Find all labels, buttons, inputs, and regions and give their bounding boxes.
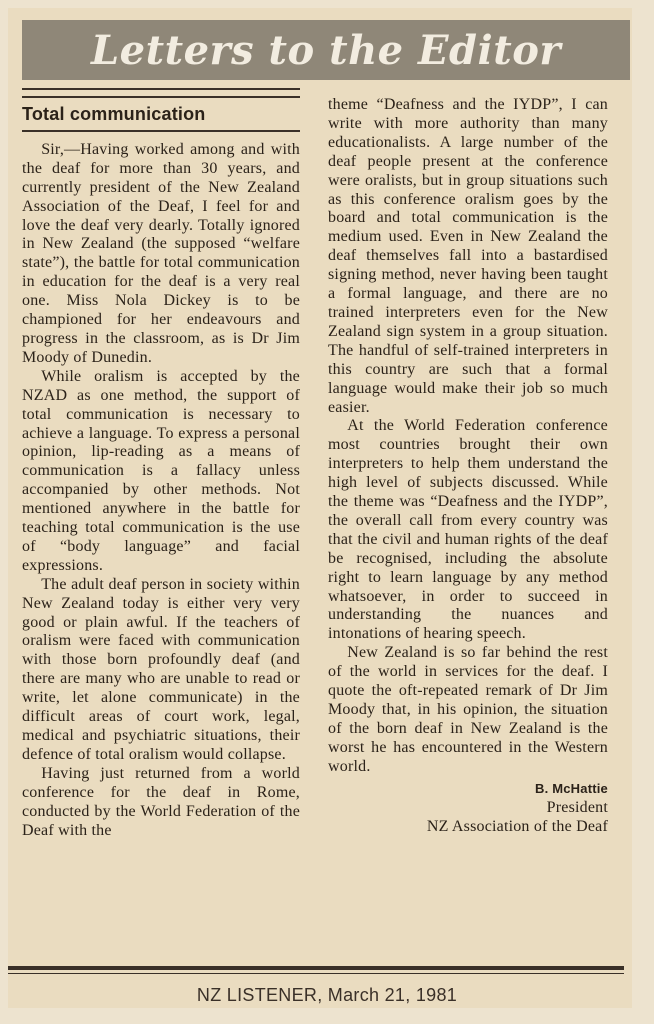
top-rule [22, 88, 300, 90]
letter-paragraph: New Zealand is so far behind the rest of the world in services for the deaf. I quote the oft-repeated remark of Dr Jim Moody that, in his opinion, the situation of the born deaf in New Zealand is the worst he has encountered in the Western world. [328, 644, 608, 775]
left-column [22, 96, 300, 840]
letter-paragraph: At the World Federation conference most countries brought their own interpreters to help them understand the high level of subjects discussed. While the theme was “Deafness and the IYDP”, the overall call from every country was that the civil and human rights of the deaf be recognised, including the absolute right to learn language by any method whatsoever, in order to succeed in understanding the nuances and intonations of hearing speech. [328, 417, 608, 643]
signature: B. McHattie [535, 780, 608, 796]
letter-paragraph: The adult deaf person in society within New Zealand today is either very very good or plain awful. If the teachers of oralism were faced with communication with those born profoundly deaf (and there are many who are unable to read or write, let alone communicate) in the difficult areas of court work, legal, medical and psychiatric situations, their defence of total oralism would collapse. [22, 575, 300, 763]
bottom-rule-thick [8, 966, 624, 970]
letter-paragraph: theme “Deafness and the IYDP”, I can write with more authority than many educationalists. A large number of the deaf people present at the conference were oralists, but in group situations such as this conference oralism goes by the board and total communication is the medium used. Even in New Zealand the deaf themselves fall into a bastardised signing method, never having been taught a formal language, and there are no trained interpreters even for the New Zealand sign system in a group situation. The handful of self-trained interpreters in this country are such that a formal language would make their job so much easier. [328, 96, 608, 416]
section-title: Letters to the Editor [91, 26, 561, 74]
section-banner [22, 20, 630, 80]
source-citation: NZ LISTENER, March 21, 1981 [196, 985, 458, 1005]
signer-organisation: NZ Association of the Deaf [426, 817, 608, 835]
right-column [328, 96, 608, 836]
letter-paragraph: While oralism is accepted by the NZAD as one method, the support of total communication is necessary to achieve a language. To express a personal opinion, lip-reading as a means of communication is a fallacy unless accompanied by other methods. Not mentioned anywhere in the battle for teaching total communication is the use of “body language” and facial expressions. [22, 367, 300, 574]
letter-headline: Total communication [22, 96, 300, 132]
letter-signoff [328, 779, 608, 836]
letter-paragraph: Having just returned from a world conference for the deaf in Rome, conducted by the World Federation of the Deaf with the [22, 764, 300, 839]
signer-title: President [546, 798, 608, 816]
bottom-rule-thin [8, 973, 624, 974]
letter-paragraph: Sir,—Having worked among and with the deaf for more than 30 years, and currently president of the New Zealand Association of the Deaf, I feel for and love the deaf very dearly. Totally ignored in New Zealand (the supposed “welfare state”), the battle for total communication in education for the deaf is a very real one. Miss Nola Dickey is to be championed for her endeavours and progress in the classroom, as is Dr Jim Moody of Dunedin. [22, 140, 300, 366]
